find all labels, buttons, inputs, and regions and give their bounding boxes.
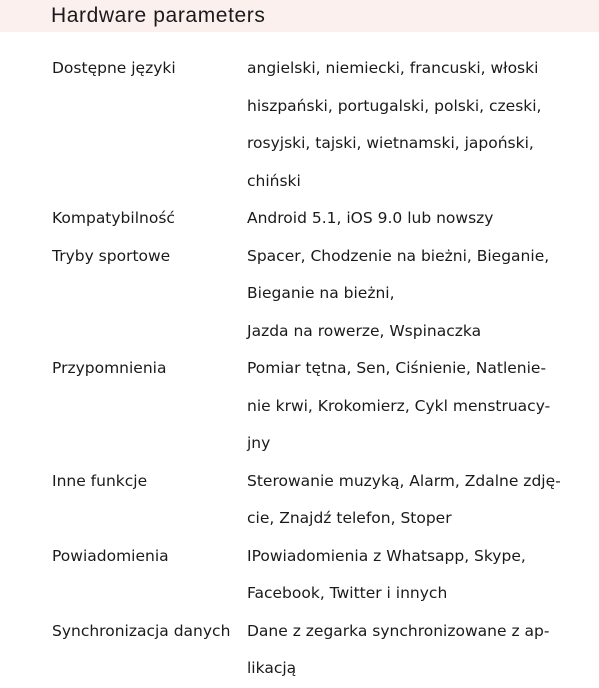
spec-value-line: Jazda na rowerze, Wspinaczka	[247, 321, 482, 340]
spec-value	[247, 50, 587, 200]
spec-value-line: Spacer, Chodzenie na bieżni, Bieganie,	[247, 246, 550, 265]
spec-value-line: Pomiar tętna, Sen, Ciśnienie, Natlenie-	[247, 359, 547, 377]
spec-value-line: jny	[247, 434, 271, 452]
spec-value-line: rosyjski, tajski, wietnamski, japoński,	[247, 134, 534, 152]
spec-value-line: chiński	[247, 171, 301, 190]
spec-label: Inne funkcje	[52, 471, 148, 490]
spec-value	[247, 463, 587, 538]
spec-value	[247, 350, 587, 463]
spec-value-line: likacją	[247, 659, 297, 677]
spec-value	[247, 238, 587, 351]
spec-value	[247, 200, 587, 238]
spec-value-line: IPowiadomienia z Whatsapp, Skype,	[247, 546, 526, 565]
spec-value-line: Facebook, Twitter i innych	[247, 584, 448, 602]
spec-label: Kompatybilność	[52, 209, 175, 227]
spec-label: Dostępne języki	[52, 59, 176, 77]
section-title: Hardware parameters	[51, 4, 266, 27]
spec-value-line: Sterowanie muzyką, Alarm, Zdalne zdję-	[247, 471, 561, 490]
spec-label: Tryby sportowe	[52, 246, 171, 265]
spec-label: Synchronizacja danych	[52, 621, 231, 640]
spec-value-line: angielski, niemiecki, francuski, włoski	[247, 59, 539, 77]
spec-value-line: Bieganie na bieżni,	[247, 284, 395, 302]
spec-label: Przypomnienia	[52, 359, 167, 377]
spec-value-line: Android 5.1, iOS 9.0 lub nowszy	[247, 209, 494, 227]
spec-value-line: cie, Znajdź telefon, Stoper	[247, 509, 452, 527]
spec-label: Powiadomienia	[52, 546, 169, 565]
spec-value	[247, 613, 587, 688]
section-header	[0, 0, 599, 32]
spec-value-line: Dane z zegarka synchronizowane z ap-	[247, 621, 550, 640]
spec-value	[247, 538, 587, 613]
spec-value-line: hiszpański, portugalski, polski, czeski,	[247, 96, 542, 115]
spec-value-line: nie krwi, Krokomierz, Cykl menstruacy-	[247, 396, 551, 415]
